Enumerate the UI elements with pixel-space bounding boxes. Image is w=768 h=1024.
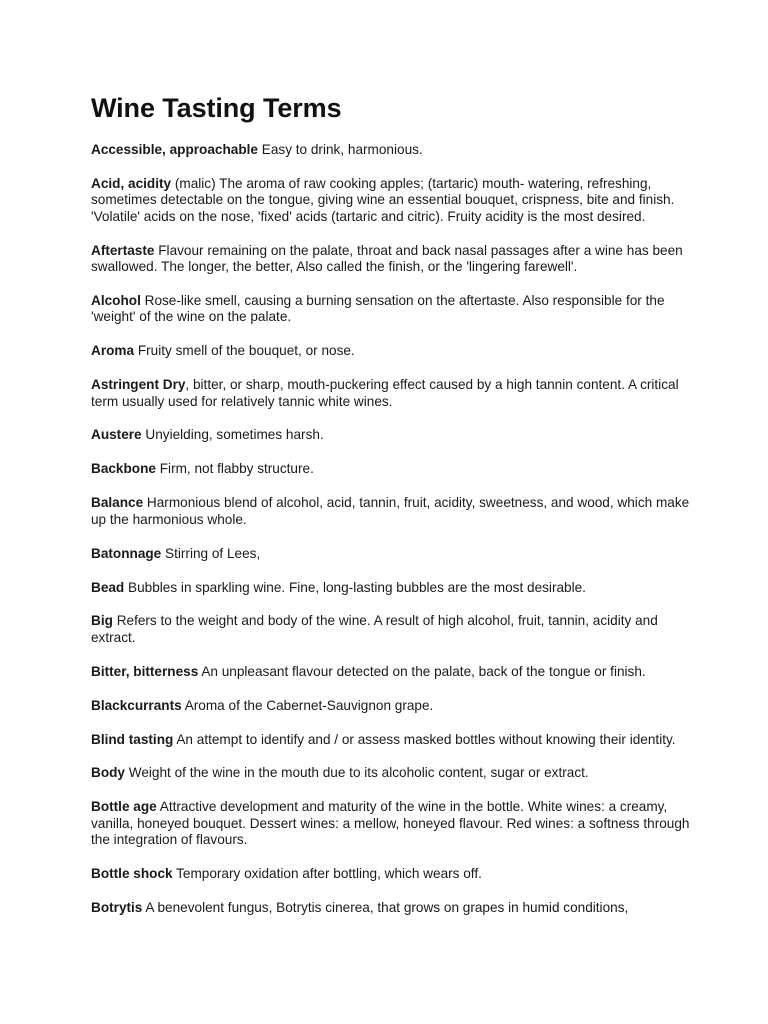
entry-definition: Weight of the wine in the mouth due to its alcoholic content, sugar or extract.: [128, 765, 589, 781]
glossary-entry: [91, 664, 701, 680]
entry-term: Accessible, approachable: [91, 142, 258, 157]
glossary-entry: [91, 580, 701, 596]
entry-definition: (malic) The aroma of raw cooking apples; (tartaric) mouth- watering, refreshing, sometimes detectable on the tongue, giving wine an essential bouquet, crispness, bite and finish. 'Volatile' acids on the nose, 'fixed' acids (tartaric and citric). Fruity acidity is the most desired.: [91, 175, 675, 224]
entry-term: Batonnage: [91, 545, 162, 561]
glossary-entry: [91, 765, 701, 781]
glossary-list: [91, 142, 701, 916]
entry-term: Backbone: [91, 461, 156, 477]
glossary-entry: [91, 142, 701, 158]
entry-term: Bottle age: [91, 799, 157, 815]
glossary-entry: [91, 698, 701, 714]
entry-term: Blackcurrants: [91, 697, 182, 713]
glossary-entry: [91, 377, 701, 410]
entry-definition: Unyielding, sometimes harsh.: [145, 427, 324, 443]
glossary-entry: [91, 732, 701, 748]
entry-definition: Easy to drink, harmonious.: [261, 142, 423, 157]
entry-term: Body: [91, 765, 125, 781]
glossary-entry: [91, 866, 701, 882]
entry-term: Bead: [91, 579, 125, 595]
entry-term: Bottle shock: [91, 866, 173, 882]
entry-definition: Fruity smell of the bouquet, or nose.: [137, 343, 355, 359]
entry-term: Bitter, bitterness: [91, 663, 199, 679]
entry-term: Acid, acidity: [91, 175, 172, 191]
entry-term: Balance: [91, 495, 144, 511]
entry-term: Big: [91, 613, 113, 629]
entry-definition: An attempt to identify and / or assess masked bottles without knowing their identity.: [176, 731, 676, 747]
entry-definition: Flavour remaining on the palate, throat and back nasal passages after a wine has been swallowed. The longer, the better, Also called the finish, or the 'lingering farewell'.: [91, 242, 683, 275]
entry-term: Astringent Dry: [91, 377, 186, 393]
glossary-entry: [91, 461, 701, 477]
glossary-entry: [91, 293, 701, 326]
entry-definition: Aroma of the Cabernet-Sauvignon grape.: [184, 697, 434, 713]
entry-term: Austere: [91, 427, 142, 443]
glossary-entry: [91, 546, 701, 562]
document-page: [91, 90, 701, 934]
glossary-entry: [91, 613, 701, 646]
entry-definition: Harmonious blend of alcohol, acid, tannin, fruit, acidity, sweetness, and wood, which make up the harmonious whole.: [91, 495, 690, 527]
page-title: Wine Tasting Terms: [91, 93, 342, 123]
entry-definition: Temporary oxidation after bottling, which wears off.: [176, 866, 482, 882]
entry-definition: Firm, not flabby structure.: [159, 461, 314, 477]
glossary-entry: [91, 900, 701, 916]
entry-term: Aftertaste: [91, 242, 155, 258]
entry-definition: Bubbles in sparkling wine. Fine, long-lasting bubbles are the most desirable.: [128, 579, 586, 595]
entry-definition: Stirring of Lees,: [165, 545, 261, 561]
entry-definition: Attractive development and maturity of the wine in the bottle. White wines: a creamy, vanilla, honeyed bouquet. Dessert wines: a mellow, honeyed flavour. Red wines: a softness through the integration of flavours.: [91, 799, 690, 848]
entry-definition: An unpleasant flavour detected on the palate, back of the tongue or finish.: [201, 663, 646, 679]
glossary-entry: [91, 243, 701, 276]
glossary-entry: [91, 176, 701, 225]
glossary-entry: [91, 495, 701, 528]
entry-term: Alcohol: [91, 292, 141, 308]
glossary-entry: [91, 799, 701, 848]
glossary-entry: [91, 343, 701, 359]
entry-definition: , bitter, or sharp, mouth-puckering effect caused by a high tannin content. A critical term usually used for relatively tannic white wines.: [91, 377, 679, 409]
entry-term: Botrytis: [91, 899, 143, 915]
entry-term: Blind tasting: [91, 731, 174, 747]
entry-definition: A benevolent fungus, Botrytis cinerea, that grows on grapes in humid conditions,: [145, 899, 629, 915]
entry-definition: Refers to the weight and body of the wine. A result of high alcohol, fruit, tannin, acidity and extract.: [91, 613, 658, 645]
entry-definition: Rose-like smell, causing a burning sensation on the aftertaste. Also responsible for the 'weight' of the wine on the palate.: [91, 292, 665, 325]
glossary-entry: [91, 427, 701, 443]
entry-term: Aroma: [91, 343, 135, 359]
